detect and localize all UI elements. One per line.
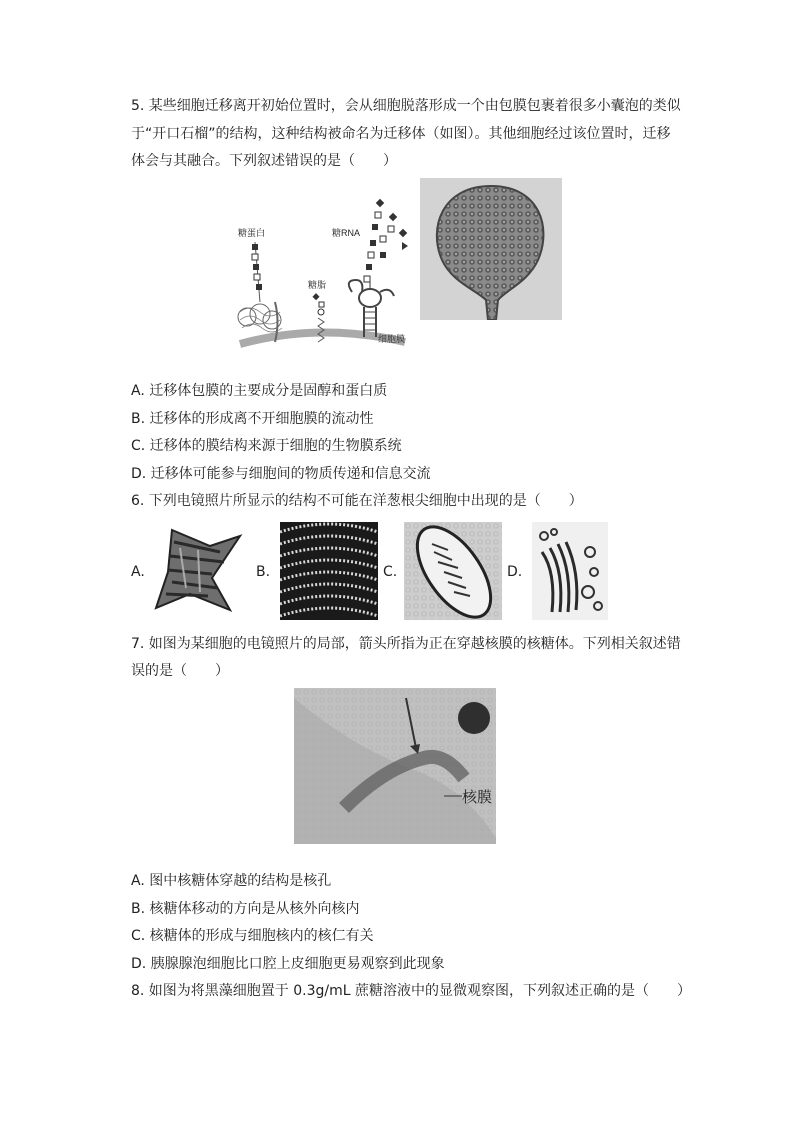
migrasome-diagram	[230, 192, 425, 357]
q8-stem: 8. 如图为将黑藻细胞置于 0.3g/mL 蔗糖溶液中的显微观察图，下列叙述正确的是（ ）	[131, 983, 692, 999]
q7-option-c: C. 核糖体的形成与细胞核内的核仁有关	[131, 928, 374, 944]
q7-option-b: B. 核糖体移动的方向是从核外向核内	[131, 901, 360, 917]
q5-option-d: D. 迁移体可能参与细胞间的物质传递和信息交流	[131, 466, 431, 482]
chloroplast-micrograph	[150, 522, 248, 618]
glycolipid-label: 糖脂	[308, 280, 327, 290]
q5-stem-line3: 体会与其融合。下列叙述错误的是（ ）	[131, 153, 397, 169]
q5-stem-line1: 5. 某些细胞迁移离开初始位置时，会从细胞脱落形成一个由包膜包裹着很多小囊泡的类似	[131, 98, 681, 114]
q6-label-d: D.	[507, 564, 523, 580]
q5-stem-line2: 于“开口石榴”的结构，这种结构被命名为迁移体（如图）。其他细胞经过该位置时，迁移	[131, 126, 671, 142]
glycoprotein-label: 糖蛋白	[238, 228, 266, 238]
golgi-micrograph	[532, 522, 608, 620]
q5-option-b: B. 迁移体的形成离不开细胞膜的流动性	[131, 411, 374, 427]
q7-option-a: A. 图中核糖体穿越的结构是核孔	[131, 873, 332, 889]
q7-stem-line2: 误的是（ ）	[131, 663, 229, 679]
q5-option-c: C. 迁移体的膜结构来源于细胞的生物膜系统	[131, 438, 402, 454]
q6-label-a: A.	[131, 564, 145, 580]
glycorna-structure	[332, 199, 408, 344]
glycoprotein-structure	[238, 227, 282, 342]
q7-stem-line1: 7. 如图为某细胞的电镜照片的局部，箭头所指为正在穿越核膜的核糖体。下列相关叙述错	[131, 636, 681, 652]
nuclear-membrane-label: 核膜	[462, 789, 493, 806]
er-micrograph	[280, 522, 378, 620]
glycorna-label: 糖RNA	[332, 228, 361, 238]
q6-stem: 6. 下列电镜照片所显示的结构不可能在洋葱根尖细胞中出现的是（ ）	[131, 493, 583, 509]
q6-label-b: B.	[256, 564, 271, 580]
migrasome-micrograph	[420, 178, 562, 320]
mitochondrion-micrograph	[404, 522, 502, 620]
q6-label-c: C.	[383, 564, 398, 580]
q7-option-d: D. 胰腺腺泡细胞比口腔上皮细胞更易观察到此现象	[131, 956, 445, 972]
membrane-label: 细胞膜	[378, 334, 406, 344]
nuclear-pore-micrograph	[294, 688, 496, 844]
q5-option-a: A. 迁移体包膜的主要成分是固醇和蛋白质	[131, 383, 388, 399]
